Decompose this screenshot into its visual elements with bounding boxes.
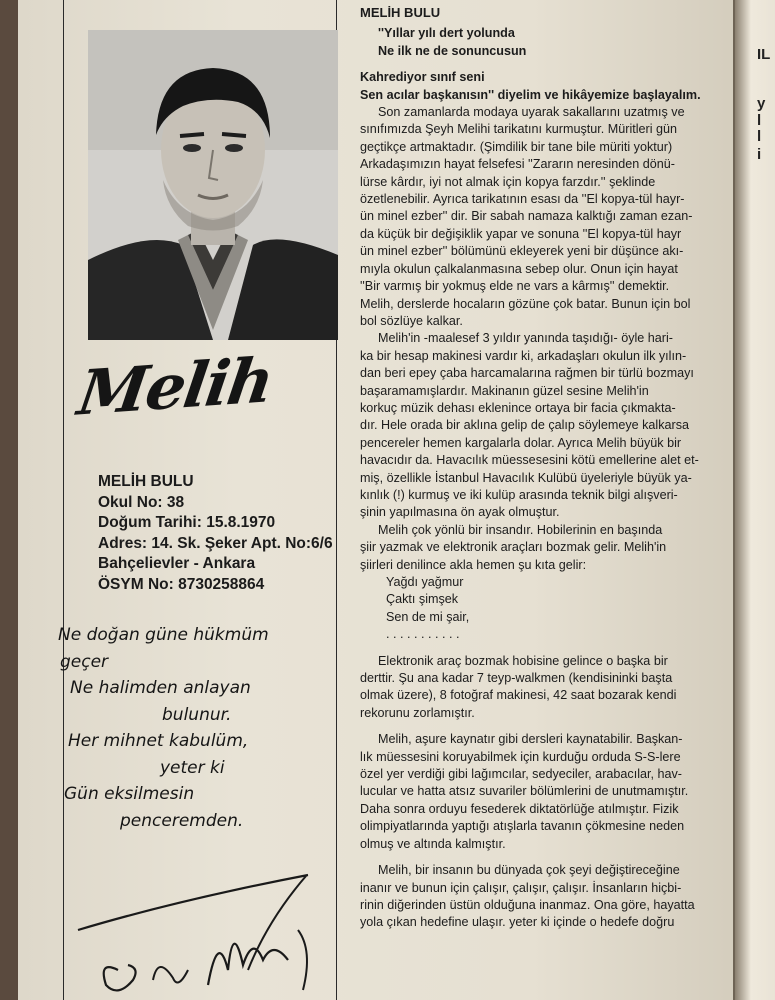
verse-line: Sen de mi şair, — [386, 609, 470, 624]
handwritten-autograph — [58, 860, 348, 1000]
body-line: ka bir hesap makinesi vardır ki, arkadaşları okulun ilk yılın- — [360, 348, 687, 363]
body-line: Melih'in -maalesef 3 yıldır yanında taşıdığı- öyle hari- — [378, 331, 673, 346]
body-line: sınıfımızda Şeyh Melihi tarikatını kurmuştur. Müritleri gün — [360, 122, 678, 137]
adjacent-page-text: IL — [757, 46, 771, 63]
body-line: olmak üzere), 8 fotoğraf makinesi, 42 saat bozarak kendi — [360, 688, 677, 703]
body-line: Melih, bir insanın bu dünyada çok şeyi değiştireceğine — [378, 863, 680, 878]
body-line: korkuç müzik dehası eklenince ortaya bir facia çıkmakta- — [360, 400, 676, 415]
article-heading: MELİH BULU — [360, 5, 441, 20]
poem-line: yeter ki — [160, 757, 225, 778]
body-line: şiir yazmak ve elektronik araçları bozmak gelir. Melih'in — [360, 540, 667, 555]
info-birth-date: Doğum Tarihi: 15.8.1970 — [98, 514, 276, 531]
body-line: şiirleri denilince akla hemen şu kıta gelir: — [360, 557, 587, 572]
info-school-no: Okul No: 38 — [98, 493, 185, 511]
body-line: inanır ve bunun için çalışır, çalışır, çalışır. İnsanların hiçbi- — [360, 880, 682, 895]
body-line: rekorunu zorlamıştır. — [360, 705, 475, 720]
poem-line: Gün eksilmesin — [64, 784, 195, 804]
verse-line: . . . . . . . . . . . — [386, 627, 460, 642]
intro-poem-line: Ne ilk ne de sonuncusun — [378, 43, 527, 58]
body-line: dır. Hele orada bir aklına gelip de çalıp söylemeye kalkarsa — [360, 418, 690, 433]
body-line: derttir. Şu ana kadar 7 teyp-walkmen (kendisininki başta — [360, 671, 673, 686]
body-line: pencereler hemen kargalarla dolar. Ayrıca Melih büyük bir — [360, 435, 682, 450]
body-line: lucular ve hatta atsız suvariler bölümlerini de unutmamıştır. — [360, 784, 689, 799]
info-name: MELİH BULU — [98, 473, 194, 490]
intro-poem-line: Sen acılar başkanısın'' diyelim ve hikâyemize başlayalım. — [360, 87, 701, 102]
body-line: şinin yapılmasına ön ayak olmuştur. — [360, 505, 560, 520]
body-line: bol sözlüye kalkar. — [360, 313, 463, 328]
body-line: rinin diğerinden üstün olduğuna inanmaz. Ona göre, hayatta — [360, 897, 695, 912]
verse-line: Yağdı yağmur — [386, 575, 464, 589]
poem-line: geçer — [60, 651, 109, 672]
body-line: geçtikçe artmaktadır. (Şimdilik bir tane bile müriti yoktur) — [360, 139, 673, 154]
body-line: da küçük bir değişiklik yapar ve sonuna ''El kopya-tül hayr — [360, 226, 682, 241]
poem-line: Ne halimden anlayan — [70, 678, 251, 698]
poem-line: Her mihnet kabulüm, — [68, 731, 249, 751]
body-line: olmuş ve altında kalmıştır. — [360, 836, 506, 851]
body-line: olimpiyatlarında yaptığı atışlarla tavanın çökmesine neden — [360, 819, 685, 834]
portrait-photo — [88, 30, 338, 340]
name-signature: Melih — [73, 343, 277, 430]
body-line: ün minel ezber'' dir. Bir sabah namaza kalktığı zaman ezan- — [360, 209, 693, 224]
body-line: lürse kârdır, iyi not almak için kopya farzdır.'' şeklinde — [360, 174, 656, 189]
body-line: miş, özellikle İstanbul Havacılık Kulübü üyeleriyle büyük ya- — [360, 470, 692, 485]
body-line: özetlenebilir. Ayrıca tarikatının esası da ''El kopya-tül hayr- — [360, 192, 685, 207]
yearbook-page — [18, 0, 771, 1000]
info-district: Bahçelievler - Ankara — [98, 555, 256, 572]
body-line: Daha sonra orduyu fesederek diktatörlüğe atılmıştır. Fizik — [360, 801, 679, 816]
poem-line: penceremden. — [120, 810, 244, 831]
adjacent-page-edge — [733, 0, 775, 1000]
article-column — [360, 4, 732, 932]
body-line: Melih çok yönlü bir insandır. Hobilerinin en başında — [378, 522, 663, 537]
info-osym-no: ÖSYM No: 8730258864 — [98, 575, 265, 593]
body-line: havacıdır da. Havacılık müessesesini kötü emellerine alet et- — [360, 453, 699, 468]
personal-poem — [58, 622, 318, 834]
student-info — [98, 472, 333, 595]
body-line: kınlık (!) kurmuş ve iki kulüp arasında teknik bilgi alışveri- — [360, 487, 678, 502]
adjacent-page-text: l — [757, 128, 762, 145]
body-line: başaramamışlardır. Makinanın güzel sesine Melih'in — [360, 383, 649, 398]
body-line: Son zamanlarda modaya uyarak sakallarını uzatmış ve — [378, 105, 685, 120]
body-line: mıyla okulun çalkalanmasına sebep olur. Onun için hayat — [360, 261, 678, 276]
body-line: Melih, aşure kaynatır gibi dersleri kaynatabilir. Başkan- — [378, 732, 683, 747]
verse-line: Çaktı şimşek — [386, 592, 459, 607]
adjacent-page-text: l — [757, 112, 762, 129]
poem-line: Ne doğan güne hükmüm — [58, 625, 269, 645]
body-line: yola çıkan hedefine ulaşır. yeter ki içinde o hedefe doğru — [360, 915, 675, 930]
adjacent-page-text: i — [757, 146, 762, 163]
info-address: Adres: 14. Sk. Şeker Apt. No:6/6 — [98, 534, 333, 552]
body-line: Melih, derslerde hocaların gözüne çok batar. Bunun için bol — [360, 296, 691, 311]
body-line: özel yer verdiği gibi lağımcılar, sedyeciler, arabacılar, hav- — [360, 767, 682, 782]
body-line: dan beri epey çaba harcamalarına rağmen bir türlü bozmayı — [360, 366, 694, 381]
body-line: Arkadaşımızın hayat felsefesi ''Zararın neresinden dönü- — [360, 157, 675, 172]
intro-poem-line: Kahrediyor sınıf seni — [360, 70, 485, 85]
body-line: lık müessesini koruyabilmek için kurduğu orduda S-S-lere — [360, 749, 681, 764]
intro-poem-line: ''Yıllar yılı dert yolunda — [378, 26, 515, 41]
body-line: ün minel ezber'' bölümünü ekleyerek yeni bir düşünce akı- — [360, 244, 684, 259]
adjacent-page-text: y — [757, 95, 766, 112]
poem-line: bulunur. — [162, 704, 232, 725]
left-border-line — [63, 0, 64, 1000]
body-line: Elektronik araç bozmak hobisine gelince o başka bir — [378, 653, 668, 668]
body-line: ''Bir varmış bir yokmuş elde ne vars a kârmış'' demektir. — [360, 279, 670, 294]
